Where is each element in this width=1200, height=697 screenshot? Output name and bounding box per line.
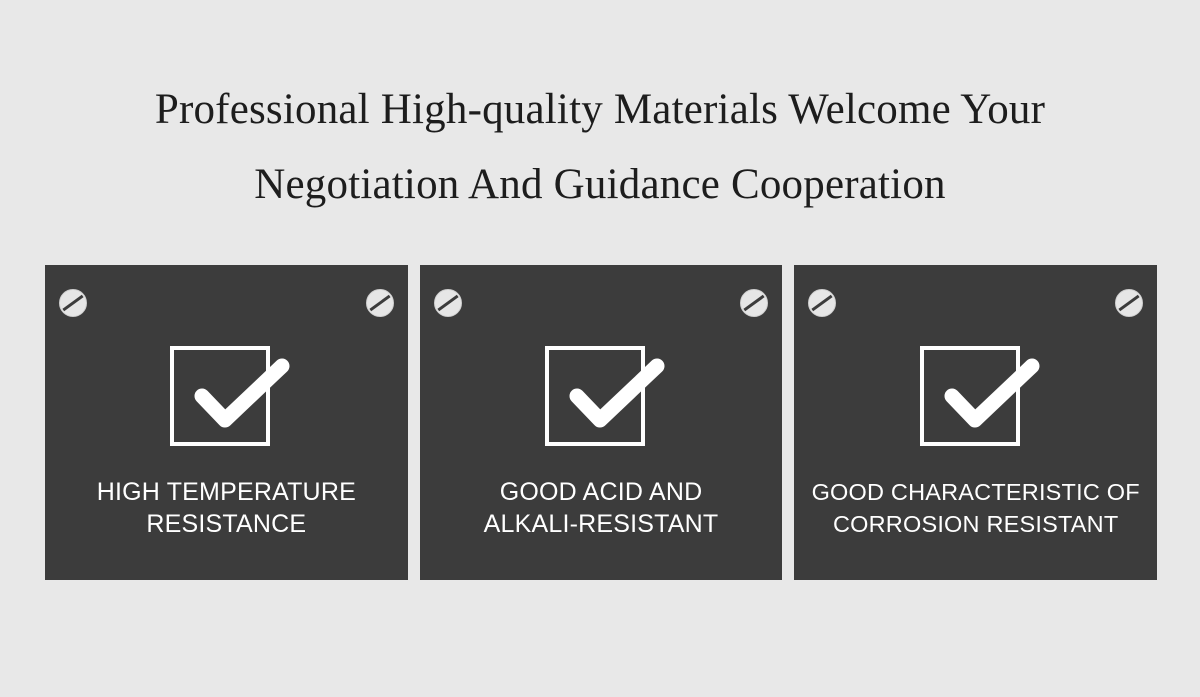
feature-card-label-line-2: CORROSION RESISTANT bbox=[832, 511, 1119, 537]
screw-icon bbox=[434, 289, 462, 317]
feature-card-label bbox=[420, 476, 783, 540]
feature-card-label-line-1: GOOD CHARACTERISTIC OF bbox=[811, 479, 1140, 505]
feature-card bbox=[45, 265, 408, 580]
feature-card-label bbox=[794, 476, 1157, 540]
screw-icon bbox=[740, 289, 768, 317]
check-mark-icon bbox=[178, 340, 290, 446]
feature-card-label-line-2: ALKALI-RESISTANT bbox=[483, 510, 719, 538]
page-title-line-2: Negotiation And Guidance Cooperation bbox=[254, 161, 946, 208]
check-mark-icon bbox=[553, 340, 665, 446]
feature-card bbox=[794, 265, 1157, 580]
screw-icon bbox=[808, 289, 836, 317]
checkbox-check-icon bbox=[170, 340, 282, 446]
feature-card-label-line-1: HIGH TEMPERATURE bbox=[96, 478, 356, 506]
checkbox-check-icon bbox=[920, 340, 1032, 446]
page-title bbox=[0, 72, 1200, 222]
checkbox-check-icon bbox=[545, 340, 657, 446]
feature-card-list bbox=[45, 265, 1157, 580]
screw-icon bbox=[366, 289, 394, 317]
screw-icon bbox=[1115, 289, 1143, 317]
feature-card-label-line-1: GOOD ACID AND bbox=[499, 478, 703, 506]
feature-card-label bbox=[45, 476, 408, 540]
feature-card bbox=[420, 265, 783, 580]
feature-card-label-line-2: RESISTANCE bbox=[146, 510, 307, 538]
screw-icon bbox=[59, 289, 87, 317]
check-mark-icon bbox=[928, 340, 1040, 446]
page-title-line-1: Professional High-quality Materials Welcome Your bbox=[154, 86, 1046, 133]
